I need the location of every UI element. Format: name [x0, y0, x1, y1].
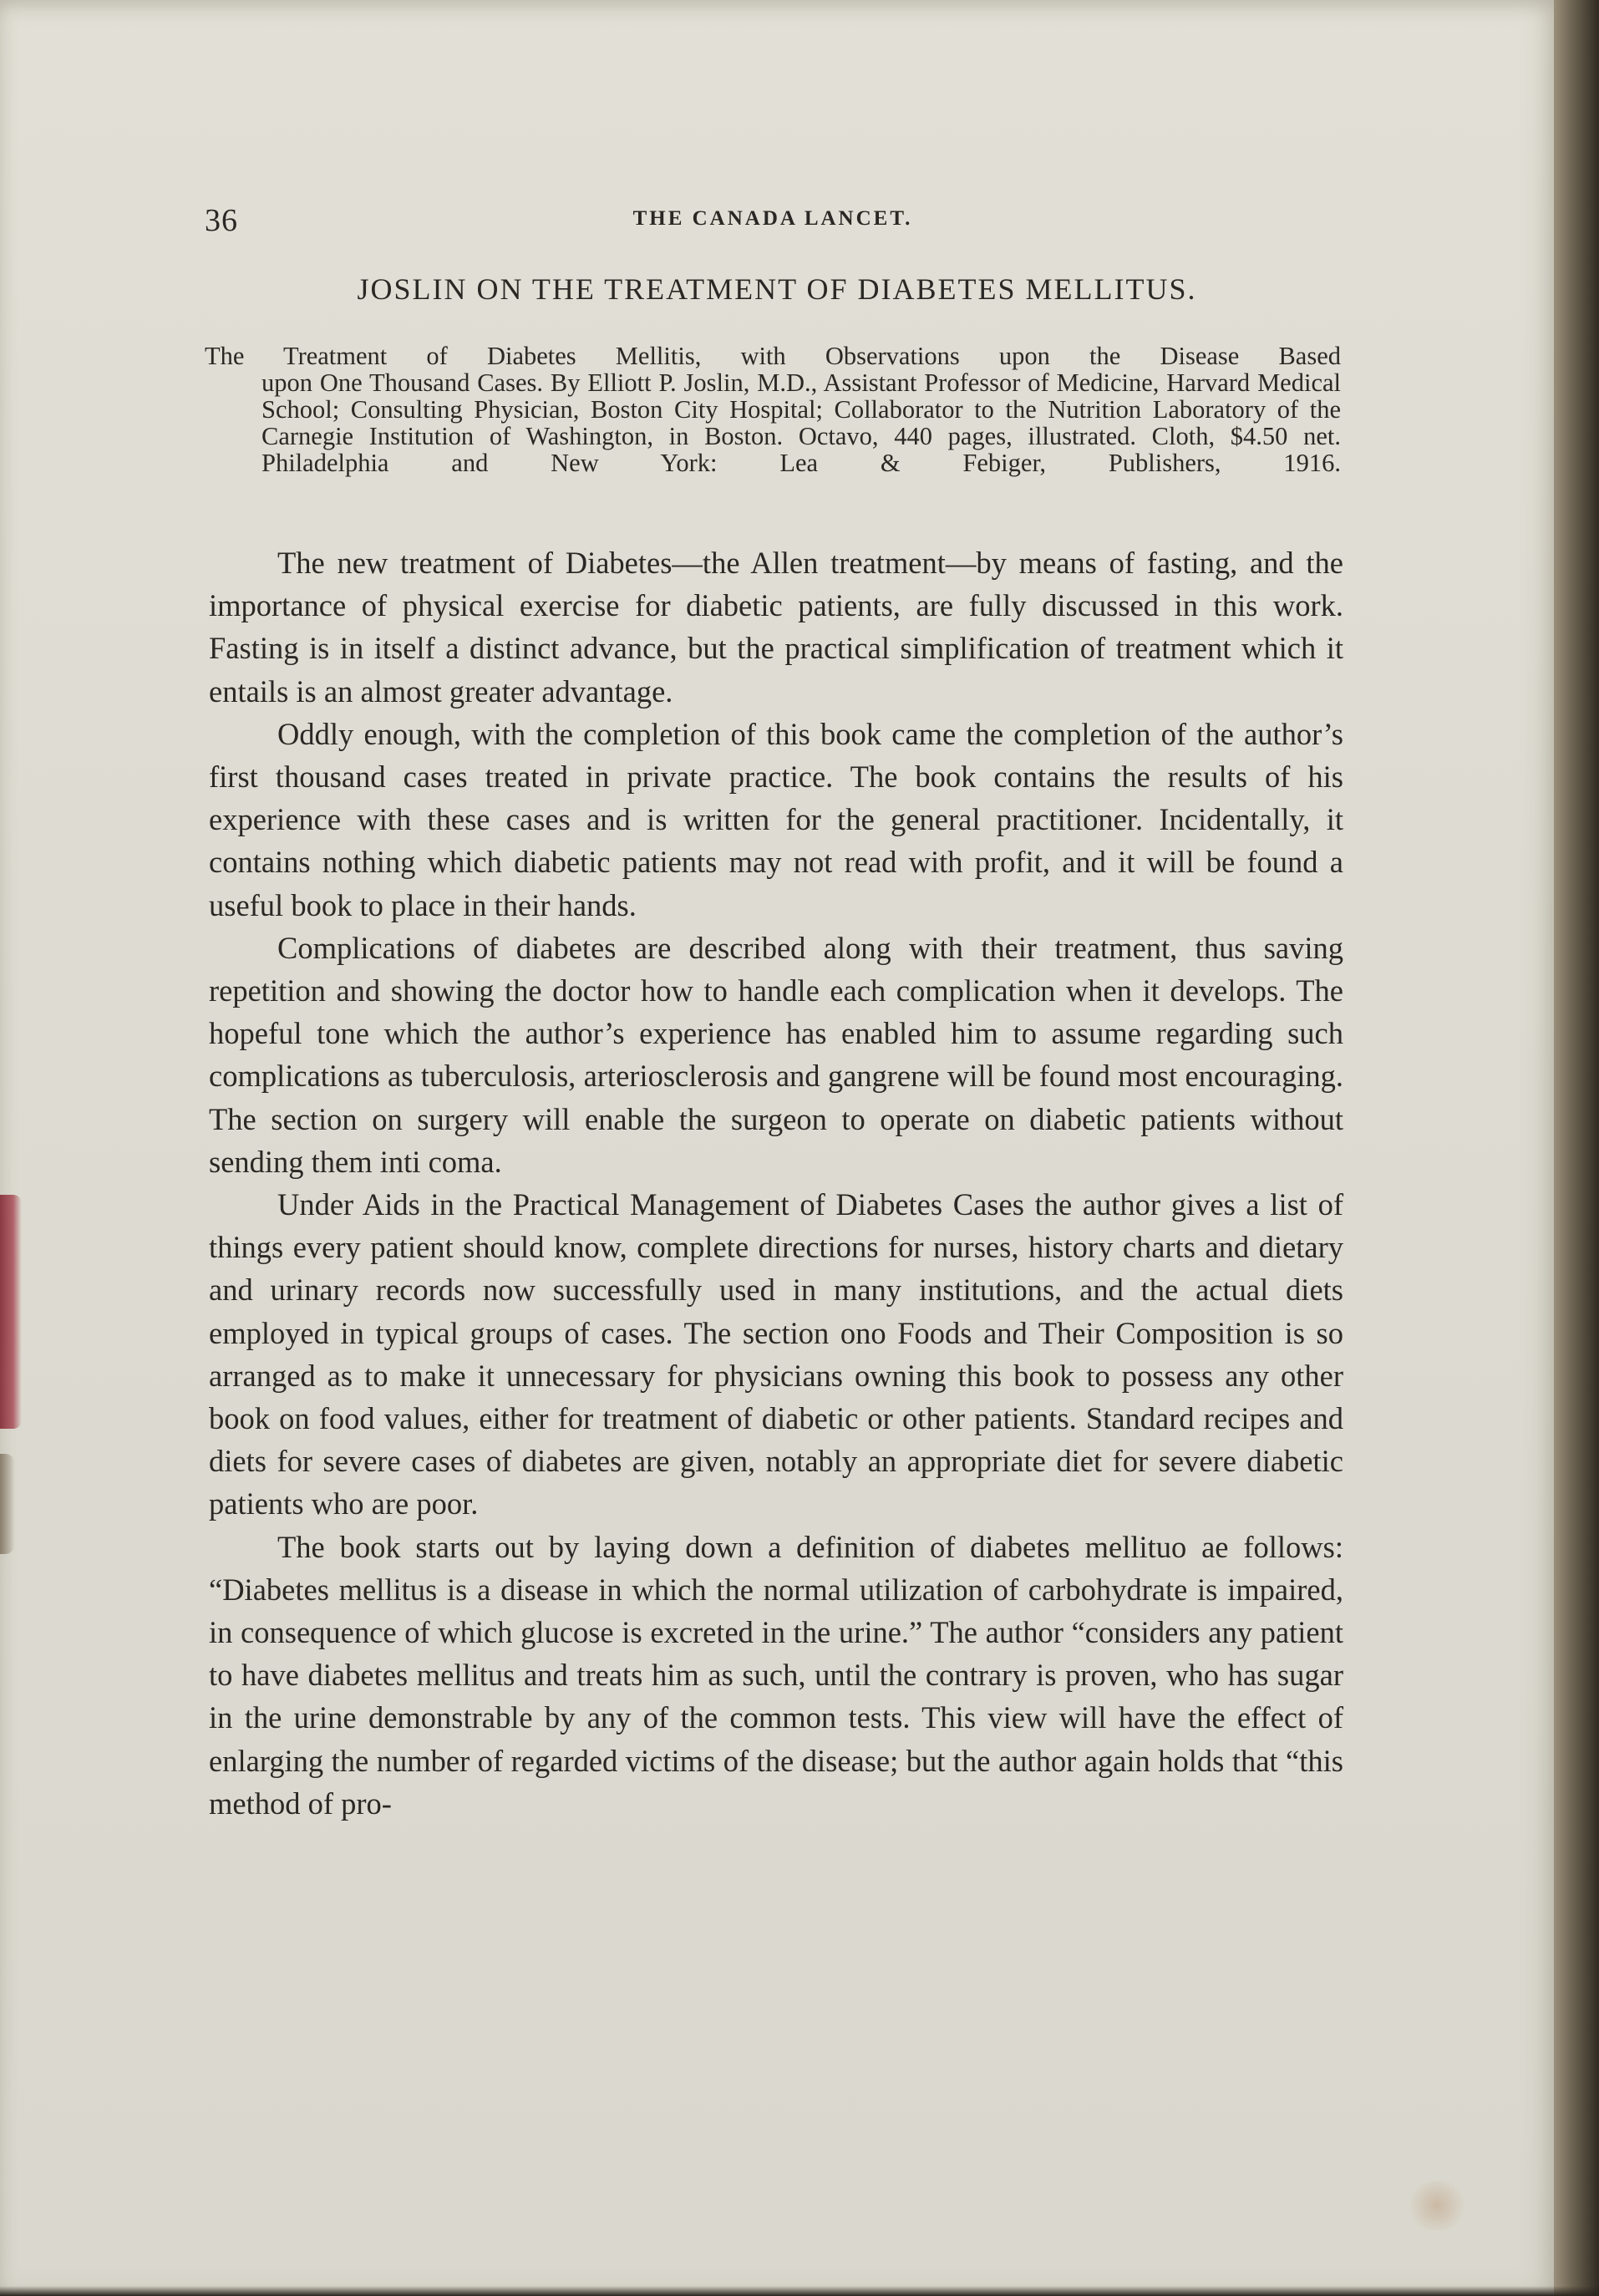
citation-first-line: The Treatment of Diabetes Mellitis, with Observations upon the Disease Based — [205, 342, 1341, 370]
article-body — [209, 541, 1343, 1825]
book-spine — [1554, 0, 1599, 2296]
paragraph: Oddly enough, with the completion of this book came the completion of the author’s first thousand cases treated in private practice. The book contains the results of his experience with these cases and is written for the general practitioner. Incidentally, it contains nothing which diabetic patients may not read with profit, and it will be found a useful book to place in their hands. — [209, 716, 1343, 922]
article-title: JOSLIN ON THE TREATMENT OF DIABETES MELLITUS. — [357, 272, 1197, 306]
book-citation — [205, 343, 1341, 476]
paragraph: The book starts out by laying down a definition of diabetes mellituo ae follows: “Diabetes mellitus is a disease in which the normal utilization of carbohydrate is impaired, in consequence of which glucose is excreted in the urine.” The author “considers any patient to have diabetes mellitus and treats him as such, until the contrary is proven, who has sugar in the urine demonstrable by any of the common tests. This view will have the effect of enlarging the number of regarded victims of the disease; but the author again holds that “this method of pro- — [209, 1529, 1343, 1821]
page-edge-stain — [0, 1454, 15, 1554]
page-bottom-edge — [0, 2286, 1599, 2296]
paragraph: Complications of diabetes are described along with their treatment, thus saving repetition and showing the doctor how to handle each complication when it develops. The hopeful tone which the author’s experience has enabled him to assume regarding such complications as tuberculosis, arteriosclerosis and gangrene will be found most encouraging. The section on surgery will enable the surgeon to operate on diabetic patients without sending them inti coma. — [209, 930, 1343, 1179]
running-head: THE CANADA LANCET. — [632, 207, 913, 230]
paragraph: Under Aids in the Practical Management of Diabetes Cases the author gives a list of things every patient should know, complete directions for nurses, history charts and dietary and urinary records now successfully used in many institutions, and the actual diets employed in typical groups of cases. The section ono Foods and Their Composition is so arranged as to make it unnecessary for physicians owning this book to possess any other book on food values, either for treatment of diabetic or other patients. Standard recipes and diets for severe cases of diabetes are given, notably an appropriate diet for severe diabetic patients who are poor. — [209, 1187, 1343, 1521]
citation-continuation: upon One Thousand Cases. By Elliott P. Joslin, M.D., Assistant Professor of Medicine, Harvard Medical School; Consulting Physician, Boston City Hospital; Collaborator to the Nutrition Laboratory of the Carnegie Institution of Washington, in Boston. Octavo, 440 pages, illustrated. Cloth, $4.50 net. Philadelphia and New York: Lea & Febiger, Publishers, 1916. — [261, 368, 1341, 477]
paper-stain — [1404, 2181, 1470, 2231]
page-number: 36 — [205, 203, 238, 238]
page-header — [205, 202, 1341, 236]
page-marker-tab — [0, 1195, 22, 1429]
paragraph: The new treatment of Diabetes—the Allen treatment—by means of fasting, and the importance of physical exercise for diabetic patients, are fully discussed in this work. Fasting is in itself a distinct advance, but the practical simplification of treatment which it entails is an almost greater advantage. — [209, 546, 1343, 709]
